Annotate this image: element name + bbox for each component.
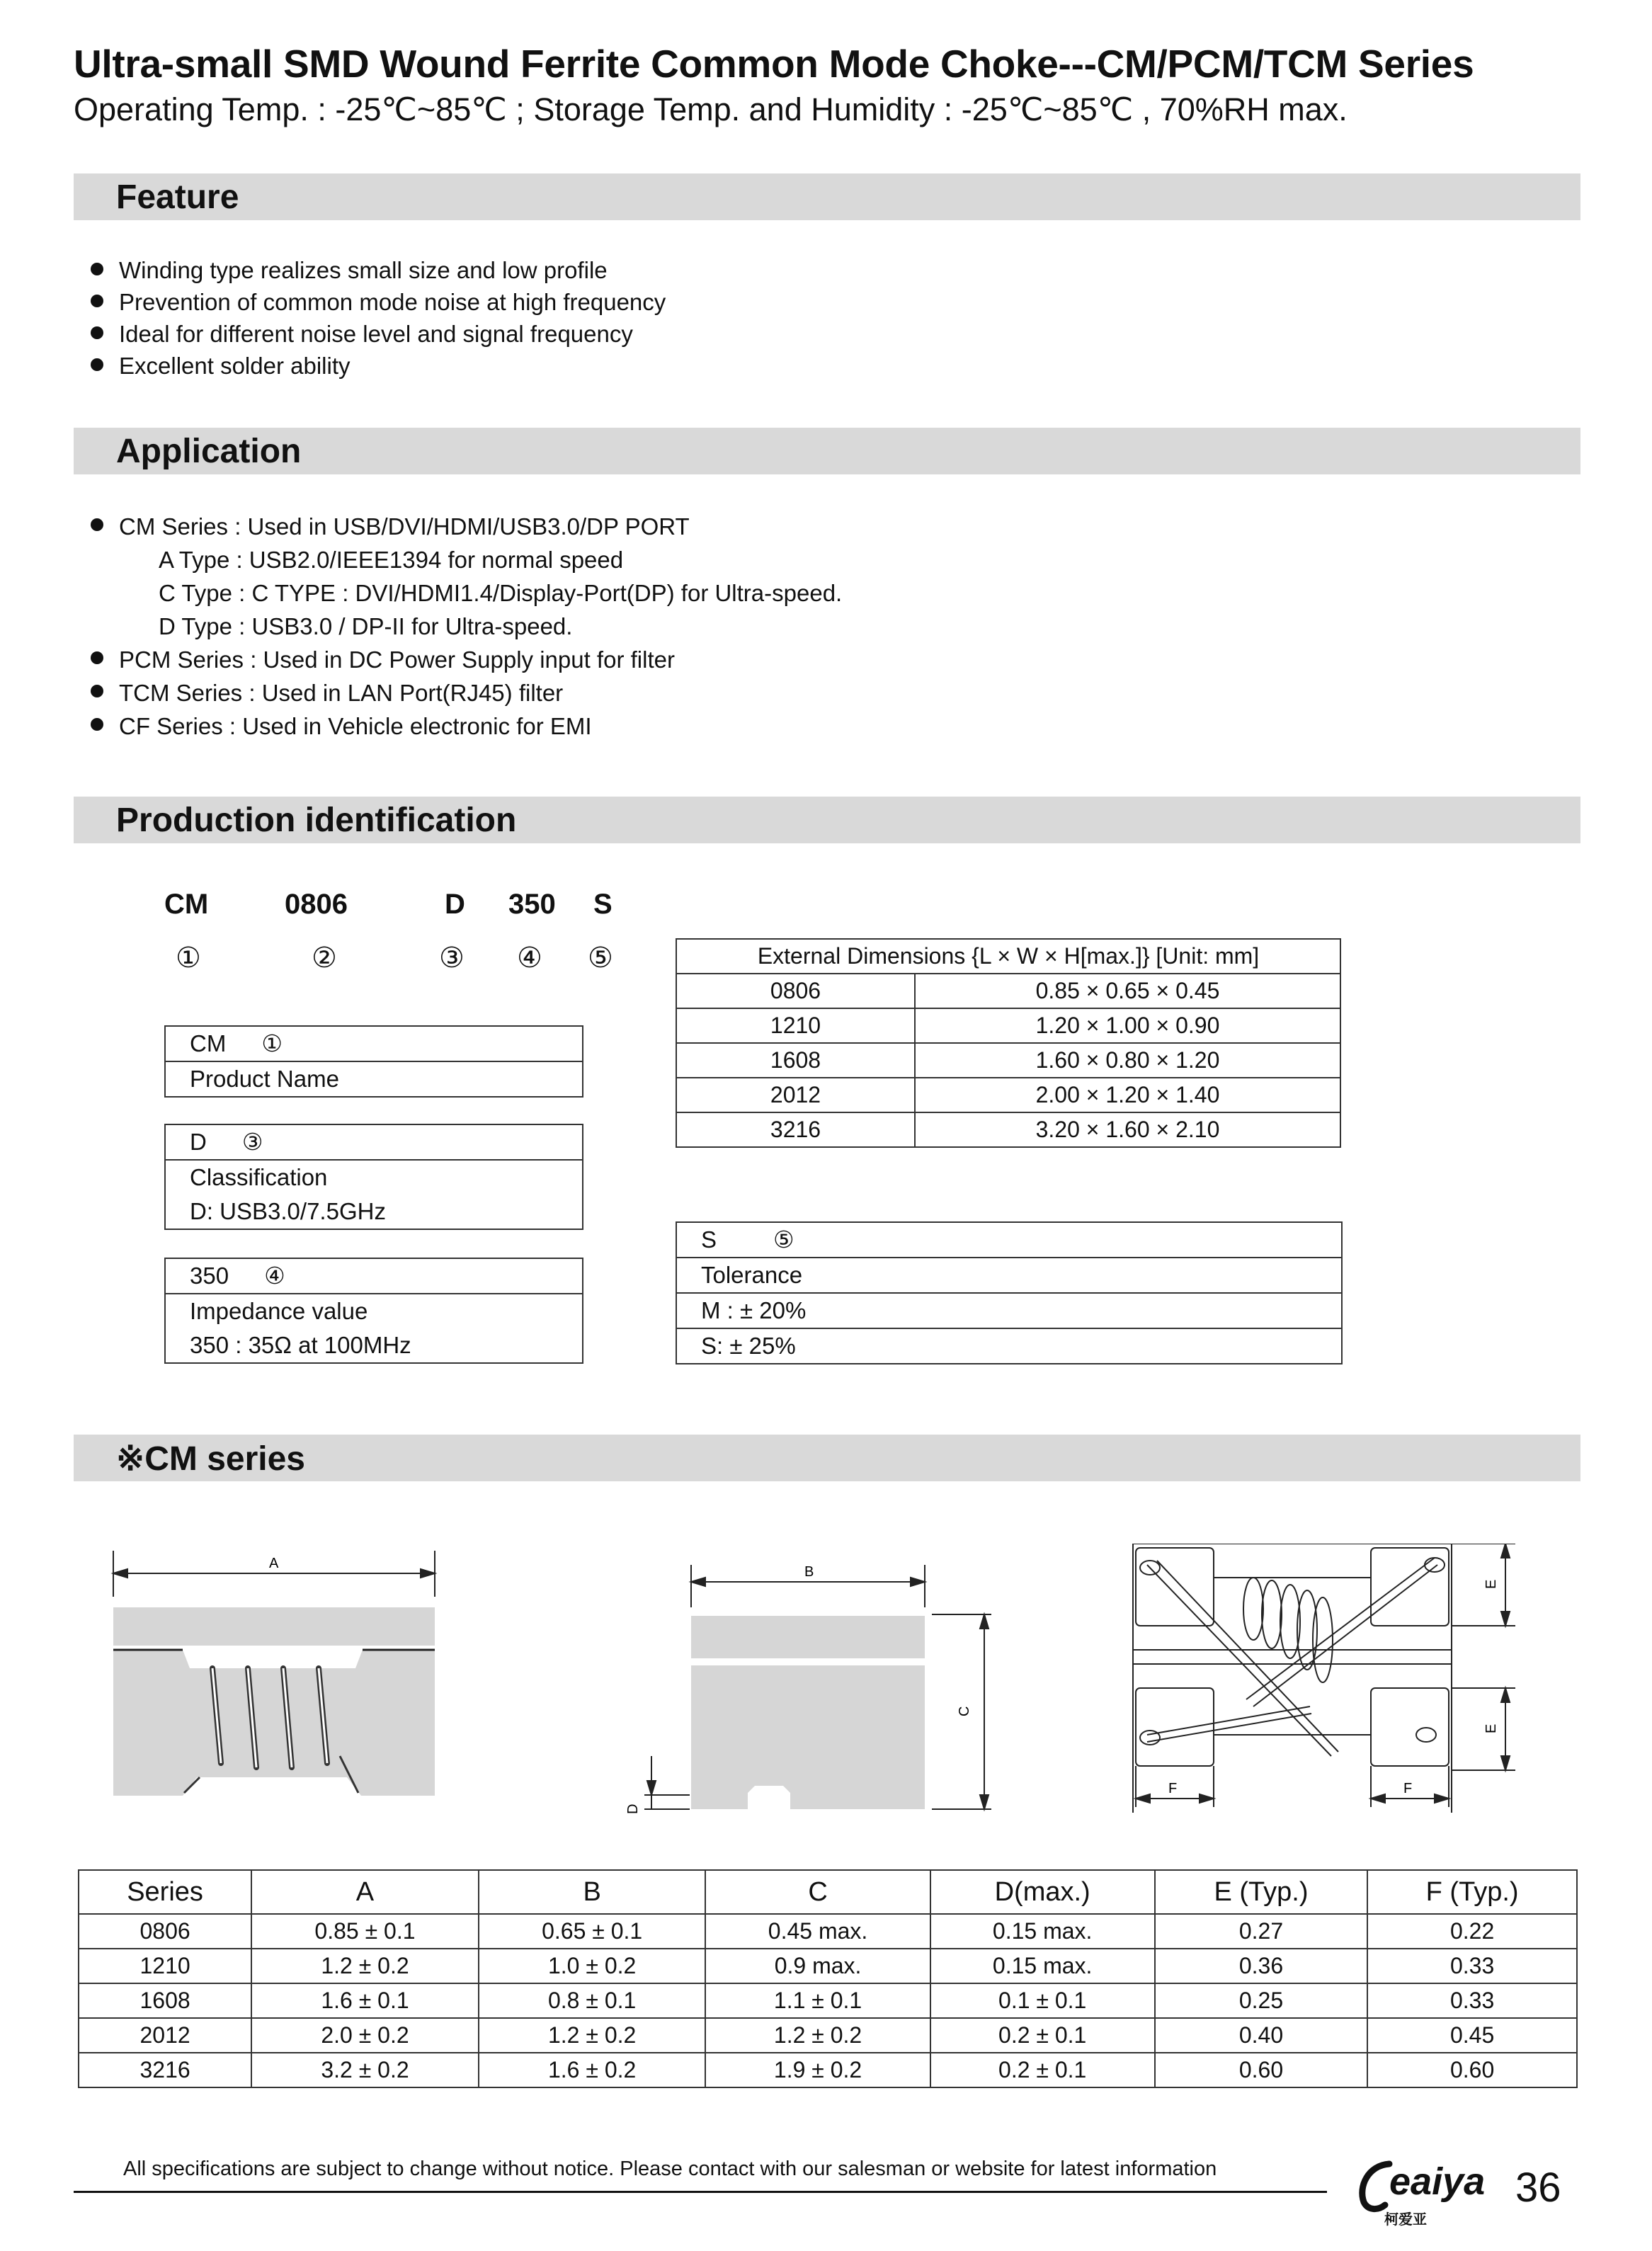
- dim-label-f-right: F: [1403, 1781, 1413, 1796]
- feature-heading: Feature: [116, 178, 239, 216]
- dim-label-f-left: F: [1168, 1781, 1178, 1796]
- identification-heading: Production identification: [116, 802, 517, 839]
- table-row: 0806 0.85 × 0.65 × 0.45: [676, 974, 1340, 1008]
- marker-2: ②: [312, 942, 337, 974]
- code-part-2: 0806: [285, 889, 348, 920]
- end-view-diagram: [616, 1544, 1013, 1827]
- dimensions-table: [676, 938, 1341, 1148]
- cm-series-table: [78, 1869, 1578, 2088]
- list-item: CM Series : Used in USB/DVI/HDMI/USB3.0/DP PORT: [91, 510, 842, 543]
- impedance-box: 350 ④ Impedance value 350 : 35Ω at 100MHz: [164, 1258, 583, 1364]
- cm-series-heading: ※CM series: [116, 1440, 305, 1478]
- list-item: PCM Series : Used in DC Power Supply input for filter: [91, 643, 842, 676]
- application-heading: Application: [116, 433, 302, 470]
- table-row: 1210 1.2 ± 0.2 1.0 ± 0.2 0.9 max. 0.15 max. 0.36 0.33: [79, 1949, 1577, 1983]
- bullet-icon: [91, 518, 103, 531]
- list-item: TCM Series : Used in LAN Port(RJ45) filter: [91, 676, 842, 710]
- bullet-icon: [91, 326, 103, 339]
- bullet-icon: [91, 295, 103, 307]
- bullet-icon: [91, 685, 103, 697]
- feature-heading-bar: [74, 173, 1580, 220]
- footer-note: All specifications are subject to change without notice. Please contact with our salesman or website for latest information: [123, 2158, 1217, 2180]
- table-row: 0806 0.85 ± 0.1 0.65 ± 0.1 0.45 max. 0.15 max. 0.27 0.22: [79, 1914, 1577, 1949]
- top-view-diagram: [1126, 1544, 1522, 1827]
- dim-label-c: C: [957, 1706, 972, 1716]
- company-logo: eaiya: [1389, 2160, 1486, 2203]
- application-list: [91, 510, 842, 743]
- tolerance-box: S ⑤ Tolerance M : ± 20% S: ± 25%: [676, 1221, 1343, 1364]
- dim-label-a: A: [269, 1556, 279, 1571]
- code-part-3: D: [445, 889, 465, 920]
- bullet-icon: [91, 651, 103, 664]
- side-view-diagram: [106, 1544, 446, 1813]
- product-name-box: CM ① Product Name: [164, 1025, 583, 1098]
- list-item: CF Series : Used in Vehicle electronic for EMI: [91, 710, 842, 743]
- marker-1: ①: [176, 942, 201, 974]
- list-item: A Type : USB2.0/IEEE1394 for normal speed: [159, 547, 624, 573]
- marker-3: ③: [439, 942, 465, 974]
- table-row: 2012 2.00 × 1.20 × 1.40: [676, 1078, 1340, 1112]
- page-number: 36: [1515, 2165, 1561, 2211]
- list-item: Excellent solder ability: [91, 350, 666, 382]
- table-row: 1608 1.6 ± 0.1 0.8 ± 0.1 1.1 ± 0.1 0.1 ± 0.1 0.25 0.33: [79, 1983, 1577, 2018]
- page-title: Ultra-small SMD Wound Ferrite Common Mode Choke---CM/PCM/TCM Series: [74, 42, 1474, 86]
- list-item: Winding type realizes small size and low profile: [91, 254, 666, 286]
- table-row: 1210 1.20 × 1.00 × 0.90: [676, 1008, 1340, 1043]
- dim-label-e-bottom: E: [1483, 1723, 1499, 1733]
- list-item: C Type : C TYPE : DVI/HDMI1.4/Display-Port(DP) for Ultra-speed.: [159, 580, 843, 606]
- table-row: 1608 1.60 × 0.80 × 1.20: [676, 1043, 1340, 1078]
- application-heading-bar: [74, 428, 1580, 474]
- code-part-4: 350: [508, 889, 556, 920]
- page-subtitle: Operating Temp. : -25℃~85℃ ; Storage Temp. and Humidity : -25℃~85℃ , 70%RH max.: [74, 91, 1348, 127]
- code-part-5: S: [593, 889, 613, 920]
- bullet-icon: [91, 718, 103, 731]
- cm-series-heading-bar: [74, 1435, 1580, 1481]
- bullet-icon: [91, 263, 103, 275]
- list-item: Prevention of common mode noise at high frequency: [91, 286, 666, 318]
- table-row: 2012 2.0 ± 0.2 1.2 ± 0.2 1.2 ± 0.2 0.2 ± 0.1 0.40 0.45: [79, 2018, 1577, 2053]
- classification-box: D ③ Classification D: USB3.0/7.5GHz: [164, 1124, 583, 1230]
- dim-label-d: D: [625, 1803, 641, 1814]
- list-item: Ideal for different noise level and signal frequency: [91, 318, 666, 350]
- dim-label-b: B: [804, 1564, 814, 1580]
- table-header-row: Series A B C D(max.) E (Typ.) F (Typ.): [79, 1870, 1577, 1914]
- code-part-1: CM: [164, 889, 209, 920]
- table-row: 3216 3.2 ± 0.2 1.6 ± 0.2 1.9 ± 0.2 0.2 ± 0.1 0.60 0.60: [79, 2053, 1577, 2087]
- footer-divider: [74, 2191, 1327, 2193]
- table-row: External Dimensions {L × W × H[max.]} [Unit: mm]: [676, 939, 1340, 974]
- list-item: D Type : USB3.0 / DP-II for Ultra-speed.: [159, 613, 573, 639]
- dim-label-e-top: E: [1483, 1579, 1499, 1589]
- marker-4: ④: [517, 942, 542, 974]
- bullet-icon: [91, 358, 103, 371]
- identification-heading-bar: [74, 797, 1580, 843]
- company-logo-cn: 柯爱亚: [1384, 2212, 1427, 2228]
- feature-list: [91, 254, 666, 382]
- table-row: 3216 3.20 × 1.60 × 2.10: [676, 1112, 1340, 1147]
- marker-5: ⑤: [588, 942, 613, 974]
